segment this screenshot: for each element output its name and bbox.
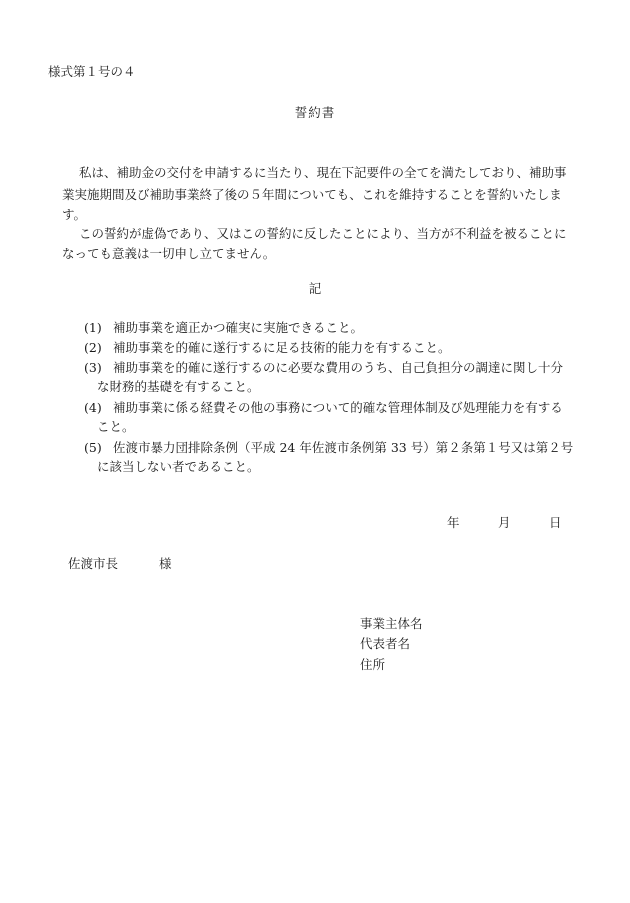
item-text: 補助事業に係る経費その他の事務について的確な管理体制及び処理能力を有する [113,400,563,415]
item-text: 補助事業を的確に遂行するに足る技術的能力を有すること。 [113,340,451,355]
item-number: (4) [84,400,102,415]
item-number: (2) [84,340,102,355]
item-number: (3) [84,360,102,375]
item-text: 補助事業を的確に遂行するのに必要な費用のうち、自己負担分の調達に関し十分 [113,360,564,375]
addressee-honorific: 様 [159,556,172,571]
paragraph-line: す。 [62,207,87,222]
representative-label: 代表者名 [360,636,411,651]
paragraph-line: 業実施期間及び補助事業終了後の５年間についても、これを維持することを誓約いたしま [62,187,562,202]
form-number: 様式第１号の４ [48,64,136,79]
item-number: (1) [84,320,102,335]
item-text-continued: な財務的基礎を有すること。 [97,379,260,394]
paragraph-line: 私は、補助金の交付を申請するに当たり、現在下記要件の全てを満たしており、補助事 [79,165,567,180]
item-text-continued: に該当しない者であること。 [97,459,260,474]
item-text: 佐渡市暴力団排除条例（平成 24 年佐渡市条例第 33 号）第２条第１号又は第２号 [113,440,574,455]
date-month-label: 月 [498,515,511,530]
paragraph-line: この誓約が虚偽であり、又はこの誓約に反したことにより、当方が不利益を被ることに [79,226,567,241]
ki-heading: 記 [308,281,322,296]
item-text-continued: こと。 [97,419,135,434]
date-day-label: 日 [549,515,562,530]
item-text: 補助事業を適正かつ確実に実施できること。 [113,320,364,335]
item-number: (5) [84,440,102,455]
document-title: 誓約書 [294,105,336,120]
entity-name-label: 事業主体名 [360,616,423,631]
paragraph-line: なっても意義は一切申し立てません。 [62,246,276,261]
address-label: 住所 [360,657,386,672]
date-year-label: 年 [447,515,460,530]
addressee-name: 佐渡市長 [68,556,119,571]
